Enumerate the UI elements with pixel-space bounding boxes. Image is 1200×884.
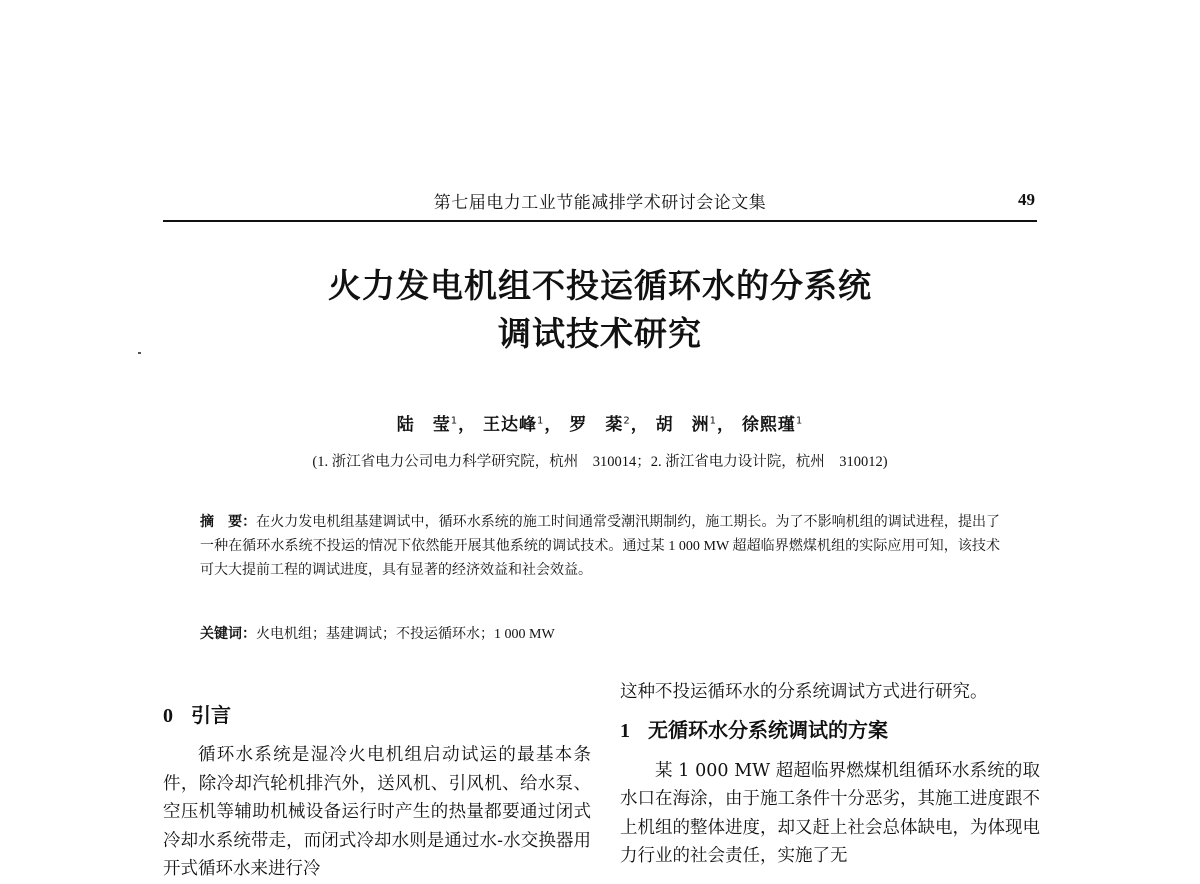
keywords [200,622,1000,647]
title-line-1: 火力发电机组不投运循环水的分系统 [328,266,872,305]
introduction-paragraph: 循环水系统是湿冷火电机组启动试运的最基本条件，除冷却汽轮机排汽外，送风机、引风机、给水泵、空压机等辅助机械设备运行时产生的热量都要通过闭式冷却水系统带走，而闭式冷却水则是通过水-水交换器用开式循环水来进行冷 [163,745,591,879]
author-list: 陆 莹$^1$， 王达峰$^1$， 罗 棻$^2$， 胡 洲$^1$， 徐熙瑾$^1$ [396,415,804,435]
author-name: 陆 莹 [396,415,451,435]
keywords-label: 关键词： [200,626,256,642]
author-name: 胡 洲 [655,415,710,435]
author-affiliation-mark: 1 [795,415,804,427]
section-title: 无循环水分系统调试的方案 [648,717,888,742]
affiliations: (1. 浙江省电力公司电力科学研究院，杭州 310014；2. 浙江省电力设计院，杭州 310012) [312,454,888,470]
abstract [200,510,1000,583]
author-affiliation-mark: 1 [709,415,717,427]
author-name: 罗 棻 [569,415,624,435]
section-title: 引言 [191,703,231,727]
header-rule [163,220,1037,222]
author-name: 徐熙瑾 [741,415,796,435]
left-column [163,700,591,884]
keywords-text: 火电机组；基建调试；不投运循环水；1 000 MW [256,627,555,642]
section-1-heading [620,715,1040,746]
section-number: 1 [620,719,630,742]
author-affiliation-mark: 2 [623,415,631,427]
running-header [163,188,1037,218]
page-number: 49 [1018,190,1035,209]
abstract-label: 摘 要： [200,514,257,530]
abstract-text: 在火力发电机组基建调试中，循环水系统的施工时间通常受潮汛期制约，施工期长。为了不影响机组的调试进程，提出了一种在循环水系统不投运的情况下依然能开展其他系统的调试技术。通过某 1 000 MW 超超临界燃煤机组的实际应用可知，该技术可大大提前工程的调试进度，具有显著的经济效益和社会效益。 [200,515,1001,578]
author-affiliation-mark: 1 [537,415,545,427]
author-affiliation-mark: 1 [450,415,459,427]
margin-speck [138,352,141,354]
section-0-heading [163,700,591,731]
right-column [620,678,1040,871]
continued-text: 这种不投运循环水的分系统调试方式进行研究。 [620,682,988,702]
section-1-paragraph: 某 1 000 MW 超超临界燃煤机组循环水系统的取水口在海涂，由于施工条件十分恶劣，其施工进度跟不上机组的整体进度，却又赶上社会总体缺电，为体现电力行业的社会责任，实施了无 [620,760,1040,866]
author-name: 王达峰 [483,415,538,435]
section-number: 0 [163,705,173,727]
journal-title: 第七届电力工业节能减排学术研讨会论文集 [433,193,767,212]
title-line-2: 调试技术研究 [498,314,702,353]
paper-title [163,262,1037,358]
